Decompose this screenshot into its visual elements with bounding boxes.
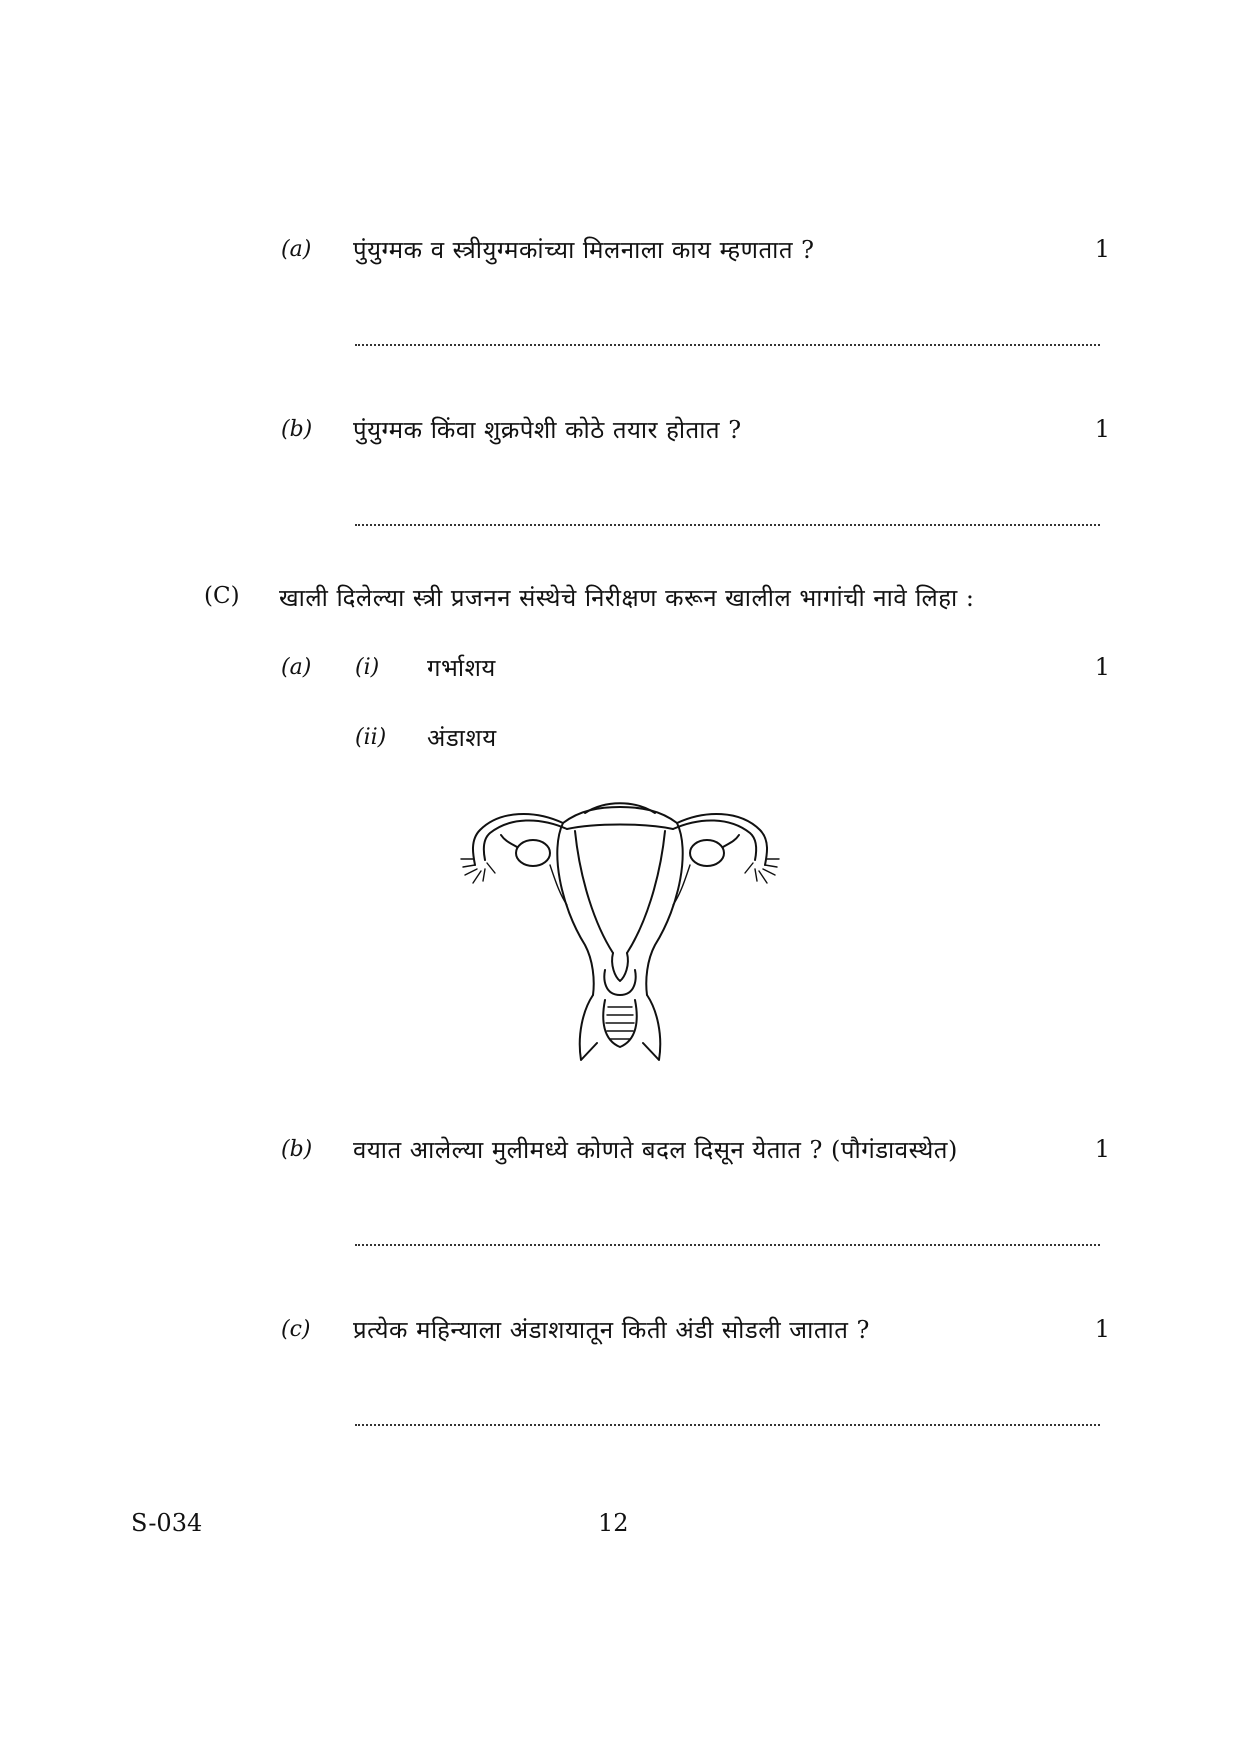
- question-C-a-ii-text: अंडाशय: [427, 724, 497, 752]
- question-C-a-i-text: गर्भाशय: [427, 654, 496, 682]
- question-b-label: (b): [281, 417, 313, 442]
- question-C-b-marks: 1: [1094, 1135, 1110, 1163]
- question-a-label: (a): [281, 237, 312, 262]
- answer-line-C-c[interactable]: [355, 1424, 1100, 1426]
- question-a-marks: 1: [1094, 235, 1110, 263]
- question-C-b-text: वयात आलेल्या मुलीमध्ये कोणते बदल दिसून येतात ? (पौगंडावस्थेत): [353, 1136, 958, 1164]
- question-C-a-label: (a): [281, 655, 312, 680]
- question-a-text: पुंयुग्मक व स्त्रीयुग्मकांच्या मिलनाला काय म्हणतात ?: [353, 236, 815, 264]
- question-C-c-text: प्रत्येक महिन्याला अंडाशयातून किती अंडी सोडली जातात ?: [353, 1316, 870, 1344]
- question-C-c-marks: 1: [1094, 1315, 1110, 1343]
- paper-code: S-034: [131, 1509, 203, 1537]
- question-C-a-ii-label: (ii): [355, 725, 387, 750]
- question-C-b-label: (b): [281, 1137, 313, 1162]
- question-C-a-marks: 1: [1094, 653, 1110, 681]
- answer-line-a[interactable]: [355, 344, 1100, 346]
- answer-line-b[interactable]: [355, 524, 1100, 526]
- question-C-label: (C): [204, 583, 240, 609]
- question-C-a-i-label: (i): [355, 655, 380, 680]
- female-reproductive-system-diagram: [455, 795, 785, 1070]
- page-number: 12: [598, 1509, 629, 1537]
- question-b-text: पुंयुग्मक किंवा शुक्रपेशी कोठे तयार होतात ?: [353, 416, 742, 444]
- question-C-text: खाली दिलेल्या स्त्री प्रजनन संस्थेचे निरीक्षण करून खालील भागांची नावे लिहा :: [279, 584, 975, 612]
- question-C-c-label: (c): [281, 1317, 311, 1342]
- question-b-marks: 1: [1094, 415, 1110, 443]
- answer-line-C-b[interactable]: [355, 1244, 1100, 1246]
